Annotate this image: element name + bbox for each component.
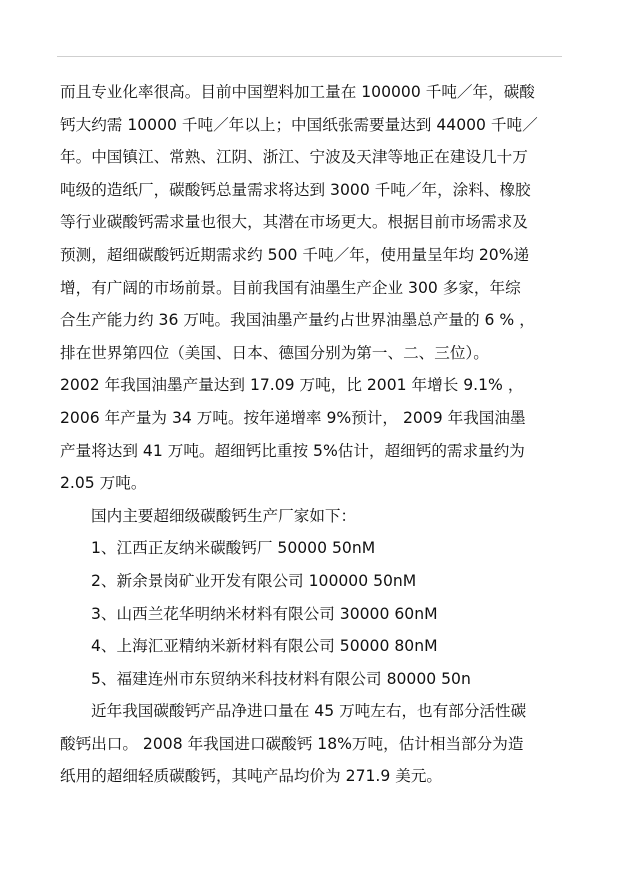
text-line: 产量将达到 41 万吨。超细钙比重按 5%估计，超细钙的需求量约为 [60, 441, 525, 460]
manufacturer-list [60, 532, 562, 695]
list-item: 5、福建连州市东贸纳米科技材料有限公司 80000 50n [91, 669, 471, 688]
text-line: 预测，超细碳酸钙近期需求约 500 千吨／年，使用量呈年均 20%递 [60, 245, 530, 264]
text-line: 而且专业化率很高。目前中国塑料加工量在 100000 千吨／年，碳酸 [60, 83, 535, 101]
list-item: 2、新余景岗矿业开发有限公司 100000 50nM [91, 571, 417, 590]
text-line: 酸钙出口。 2008 年我国进口碳酸钙 18%万吨，估计相当部分为造 [60, 734, 524, 753]
paragraph-imports [60, 695, 562, 793]
text-line: 纸用的超细轻质碳酸钙，其吨产品均价为 271.9 美元。 [60, 767, 443, 786]
text-line: 2006 年产量为 34 万吨。按年递增率 9%预计， 2009 年我国油墨 [60, 408, 526, 427]
text-line: 2.05 万吨。 [60, 474, 147, 493]
paragraph-ink-output [60, 369, 562, 499]
text-line: 年。中国镇江、常熟、江阴、浙江、宁波及天津等地正在建设几十万 [60, 148, 528, 167]
text-line: 2002 年我国油墨产量达到 17.09 万吨，比 2001 年增长 9.1% ， [60, 376, 524, 395]
text-line: 等行业碳酸钙需求量也很大，其潜在市场更大。根据目前市场需求及 [60, 213, 528, 232]
text-line: 排在世界第四位（美国、日本、德国分别为第一、二、三位）。 [60, 343, 489, 362]
list-intro: 国内主要超细级碳酸钙生产厂家如下： [91, 506, 357, 525]
text-line: 增，有广阔的市场前景。目前我国有油墨生产企业 300 多家，年综 [60, 278, 521, 297]
text-line: 近年我国碳酸钙产品净进口量在 45 万吨左右，也有部分活性碳 [91, 702, 527, 721]
list-item: 4、上海汇亚精纳米新材料有限公司 50000 80nM [91, 637, 438, 656]
document-body [60, 76, 562, 793]
list-item: 1、江西正友纳米碳酸钙厂 50000 50nM [91, 539, 376, 558]
text-line: 合生产能力约 36 万吨。我国油墨产量约占世界油墨总产量的 6 % ， [60, 311, 535, 330]
list-item: 3、山西兰花华明纳米材料有限公司 30000 60nM [91, 604, 438, 623]
paragraph-market-demand [60, 76, 562, 369]
header-rule [57, 56, 562, 57]
text-line: 吨级的造纸厂，碳酸钙总量需求将达到 3000 千吨／年，涂料、橡胶 [60, 180, 531, 199]
text-line: 钙大约需 10000 千吨／年以上；中国纸张需要量达到 44000 千吨／ [60, 115, 538, 134]
